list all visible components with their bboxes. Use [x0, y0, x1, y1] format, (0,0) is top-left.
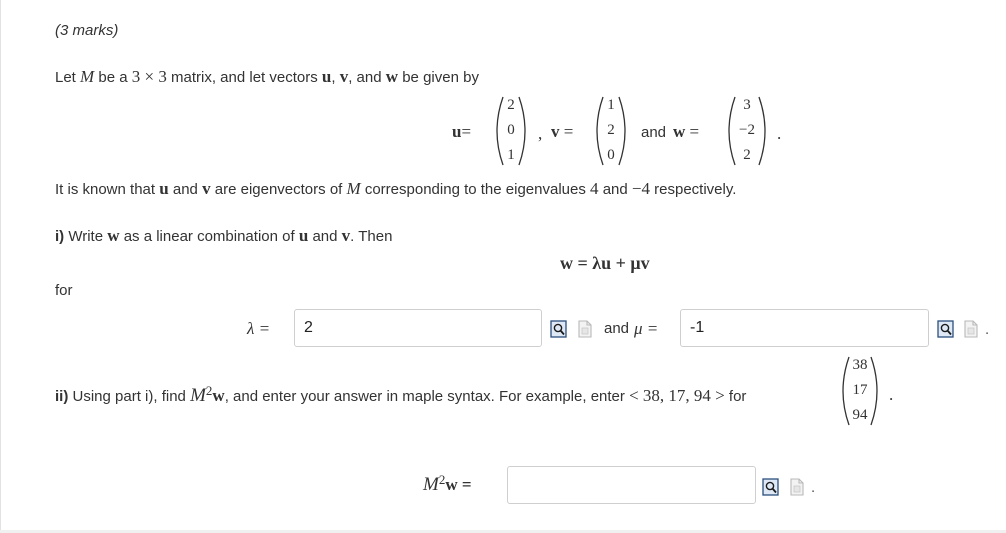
- eigen-and-2: and: [602, 181, 628, 198]
- v-entry: 2: [607, 122, 615, 138]
- eigen-v-symbol: v: [202, 179, 211, 198]
- part-i-w-symbol: w: [107, 226, 120, 245]
- left-border: [0, 0, 1, 533]
- u-entry: 0: [507, 122, 515, 138]
- u-entry: 1: [507, 147, 515, 163]
- right-paren-icon: [865, 355, 887, 427]
- u-v-separator: ,: [538, 124, 543, 143]
- intro-dimensions: 3 × 3: [131, 67, 167, 86]
- eigenvalue-1: 4: [590, 179, 599, 198]
- part-ii-exponent: 2: [205, 383, 213, 398]
- example-entry: 94: [852, 407, 868, 423]
- part-i-text-3: . Then: [350, 228, 393, 245]
- part-ii-for: for: [728, 388, 747, 405]
- eigen-text-4: respectively.: [654, 181, 737, 198]
- preview-icon[interactable]: [937, 320, 955, 338]
- syntax-help-icon[interactable]: [962, 320, 980, 338]
- w-entry: 2: [743, 147, 751, 163]
- u-vector: [487, 95, 535, 167]
- intro-text-4: be given by: [402, 69, 479, 86]
- mu-input[interactable]: [680, 309, 929, 347]
- w-and-text: and: [641, 124, 667, 141]
- answer-exponent: 2: [438, 472, 446, 487]
- m2w-answer-input[interactable]: [507, 466, 756, 504]
- answer-w-symbol: w =: [445, 475, 472, 494]
- part-ii-label: ii): [55, 388, 69, 405]
- eigen-text-3: corresponding to the eigenvalues: [364, 181, 586, 198]
- intro-text-1: Let: [55, 69, 76, 86]
- intro-w-symbol: w: [385, 67, 399, 86]
- syntax-help-icon[interactable]: [576, 320, 594, 338]
- intro-v-symbol: v: [339, 67, 349, 86]
- mu-label: μ =: [634, 319, 659, 338]
- part-i-prompt: [55, 226, 392, 246]
- u-entry: 2: [507, 97, 515, 113]
- example-entry: 38: [852, 357, 868, 373]
- lambda-input[interactable]: [294, 309, 542, 347]
- v-vector: [587, 95, 635, 167]
- right-paren-icon: [753, 95, 775, 167]
- and-mu-text: and: [604, 320, 630, 337]
- intro-u-symbol: u: [321, 67, 332, 86]
- w-entry: −2: [739, 122, 755, 138]
- part-i-u-symbol: u: [298, 226, 309, 245]
- intro-and: , and: [348, 69, 382, 86]
- answer-m-symbol: M: [423, 474, 439, 495]
- syntax-help-icon[interactable]: [788, 478, 806, 496]
- intro-sentence: [55, 67, 479, 87]
- u-vector-label: u=: [452, 122, 472, 141]
- preview-icon[interactable]: [762, 478, 780, 496]
- lambda-label: λ =: [247, 319, 271, 338]
- eigen-text-1: It is known that: [55, 181, 156, 198]
- example-entry: 17: [852, 382, 868, 398]
- for-label: for: [55, 282, 73, 299]
- example-period: .: [889, 385, 894, 404]
- part-i-text-2: as a linear combination of: [123, 228, 295, 245]
- example-vector: [833, 355, 887, 427]
- w-entry: 3: [743, 97, 751, 113]
- w-vector: [719, 95, 775, 167]
- right-paren-icon: [513, 95, 535, 167]
- part-ii-text-2: , and enter your answer in maple syntax. For example, enter: [224, 388, 625, 405]
- part-i-v-symbol: v: [341, 226, 351, 245]
- preview-icon[interactable]: [550, 320, 568, 338]
- eigen-sentence: [55, 179, 736, 199]
- part-i-period: .: [985, 321, 990, 338]
- part-ii-prompt: [55, 383, 746, 407]
- part-i-text-1: Write: [68, 228, 104, 245]
- eigen-text-2: are eigenvectors of: [214, 181, 343, 198]
- maple-example: < 38, 17, 94 >: [629, 386, 725, 405]
- answer-label: [423, 472, 472, 496]
- part-ii-w-symbol: w: [212, 386, 225, 405]
- eigen-u-symbol: u: [159, 179, 169, 198]
- marks-label: (3 marks): [55, 22, 119, 39]
- right-paren-icon: [613, 95, 635, 167]
- v-vector-label: v =: [551, 122, 574, 141]
- w-vector-label: w =: [673, 122, 700, 141]
- part-i-and: and: [312, 228, 338, 245]
- part-i-label: i): [55, 228, 65, 245]
- part-ii-text-1: Using part i), find: [72, 388, 186, 405]
- intro-text-2: be a: [98, 69, 128, 86]
- intro-matrix-symbol: M: [80, 67, 95, 86]
- part-ii-m-symbol: M: [190, 385, 206, 406]
- eigen-and: and: [172, 181, 198, 198]
- v-entry: 1: [607, 97, 615, 113]
- intro-comma: ,: [331, 69, 336, 86]
- eigen-matrix-symbol: M: [346, 179, 361, 198]
- vectors-period: .: [777, 124, 782, 143]
- linear-combination-equation: w = λu + μv: [560, 253, 650, 273]
- v-entry: 0: [607, 147, 615, 163]
- part-ii-period: .: [811, 479, 816, 496]
- intro-text-3: matrix, and let vectors: [171, 69, 318, 86]
- eigenvalue-2: −4: [631, 179, 650, 198]
